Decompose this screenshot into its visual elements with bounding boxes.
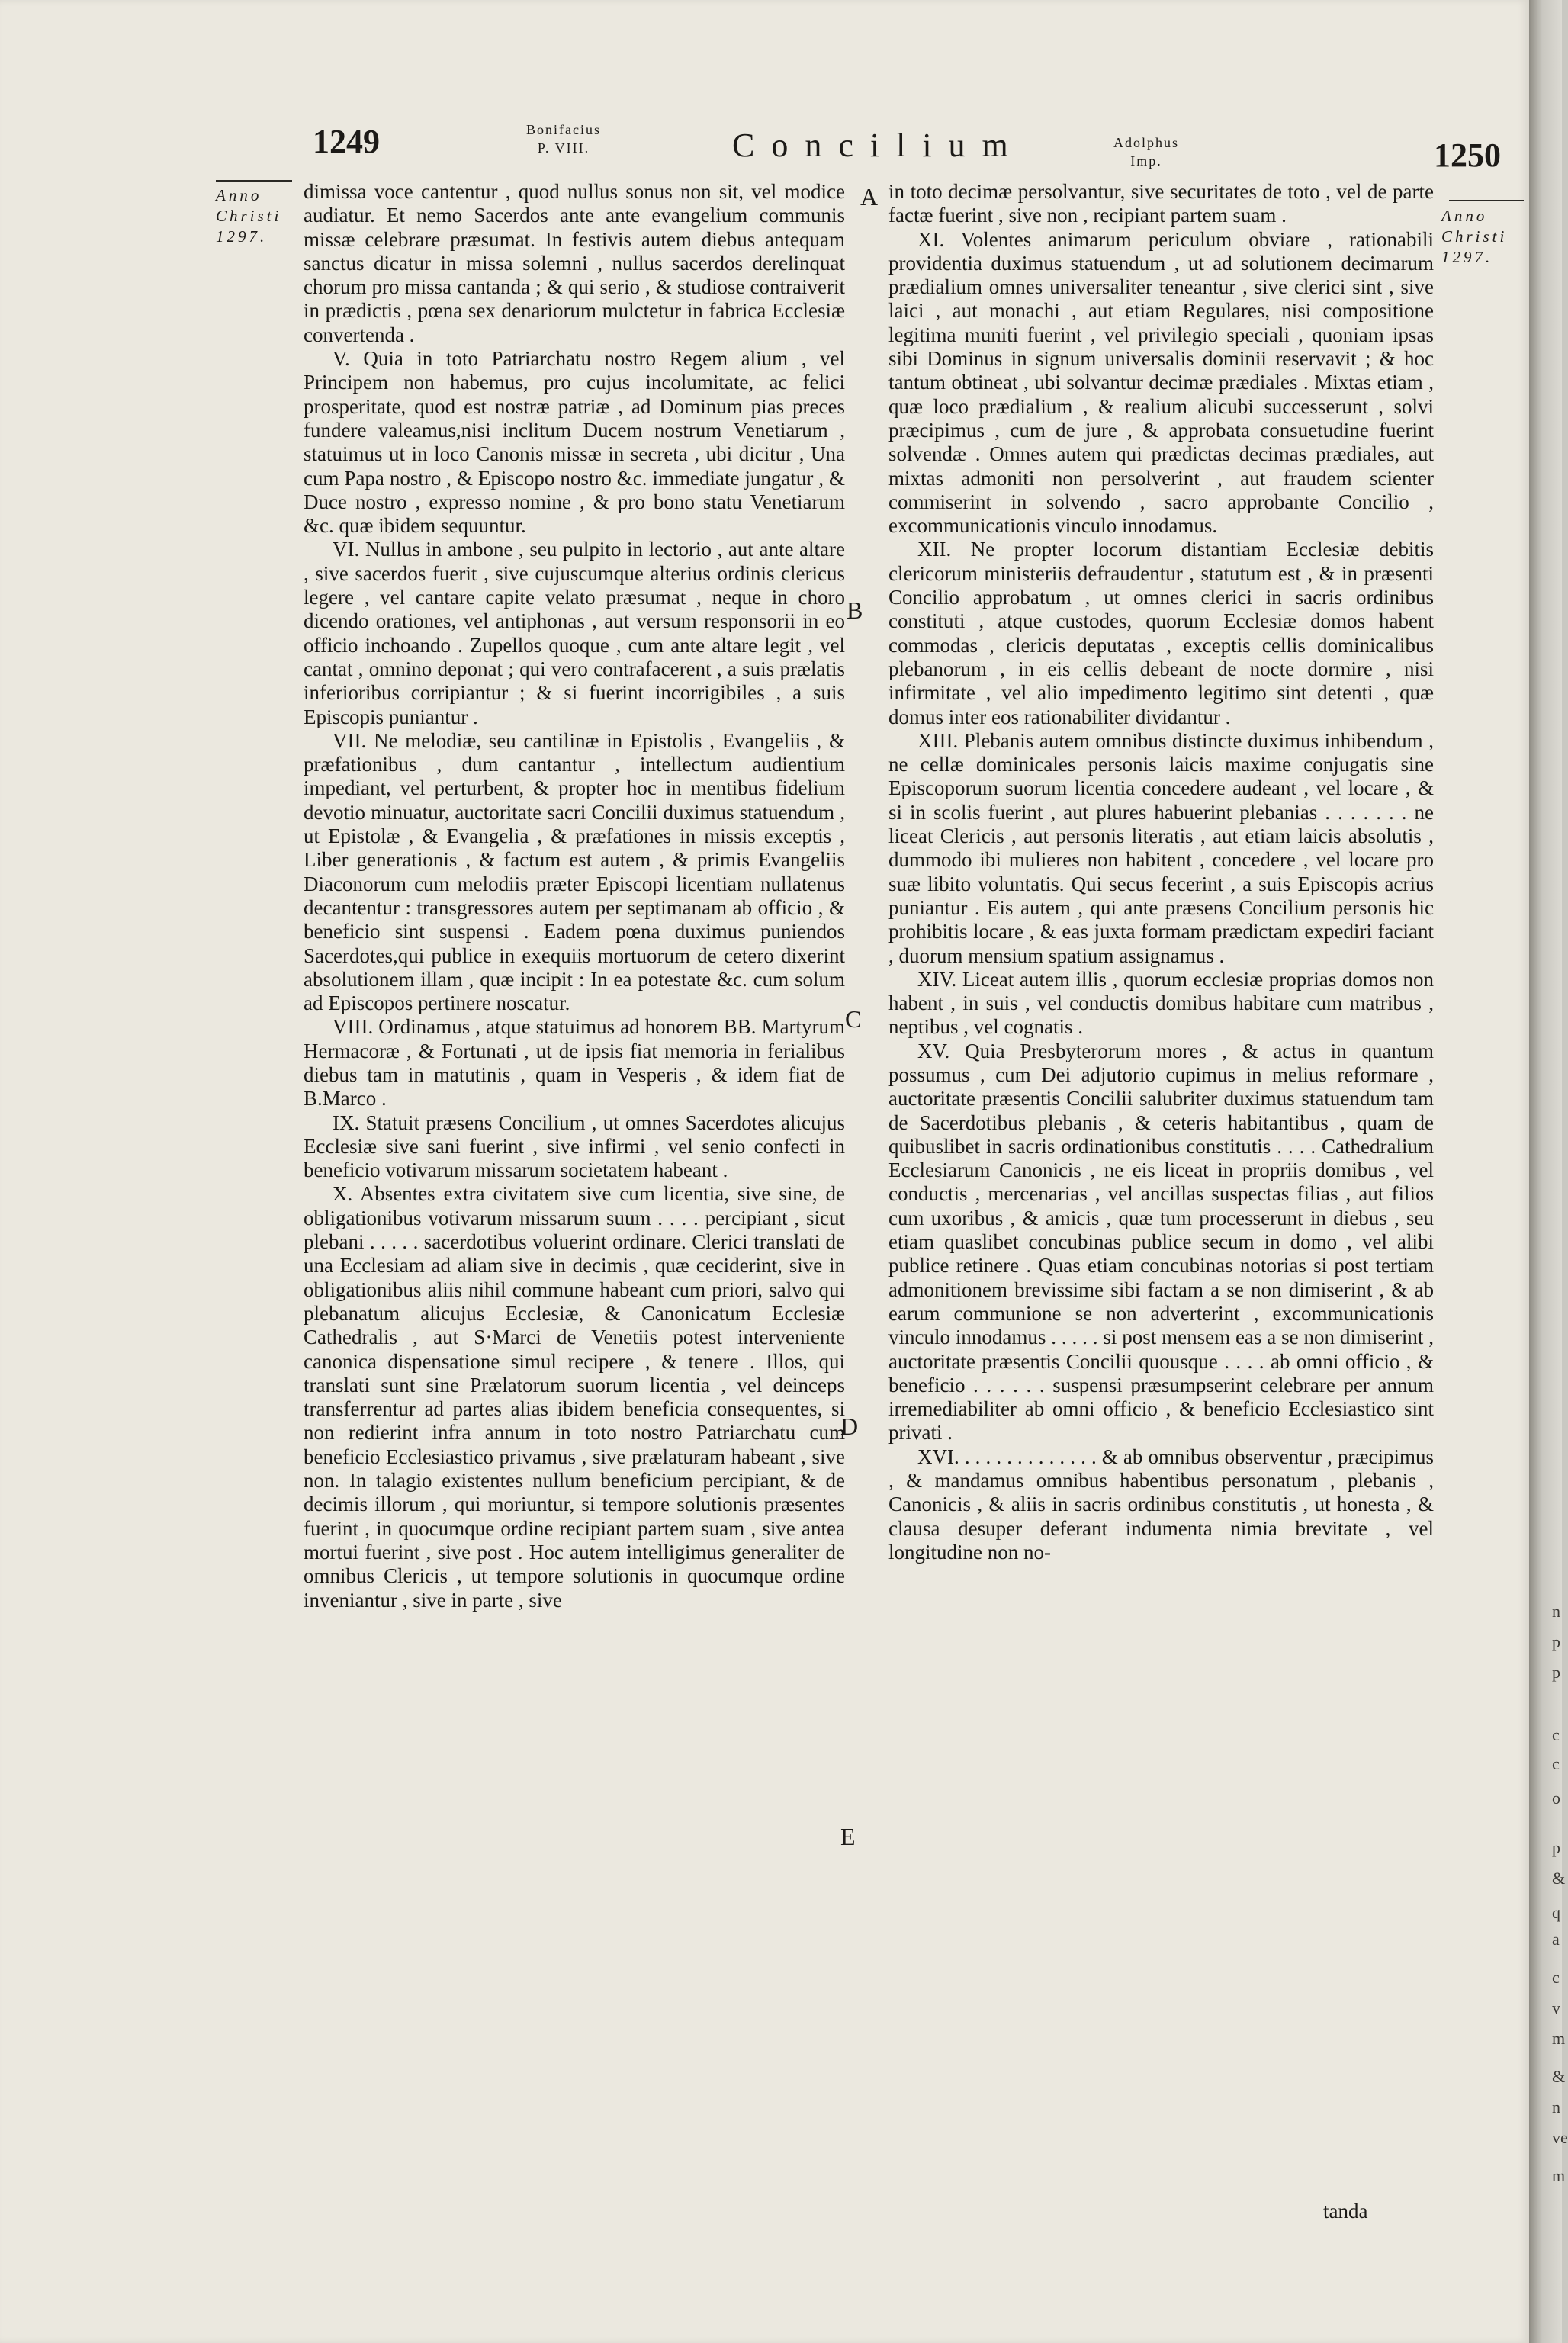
- right-paragraph: XI. Volentes animarum periculum obviare , rationabili providentia duximus statuendum , ut ad solutionem decimarum prædialium omnes universaliter teneantur , sive clerici sint , sive laici , aut monachi , aut etiam Regulares, nisi compositione legitima muniti fuerint , vel privilegio speciali , quoniam ipsas sibi Dominus in signum universalis dominii reservavit ; & hoc tantum obtineat , ubi solvantur decimæ prædiales . Mixtas etiam , quæ loco prædialium , & realium alicubi successerunt , solvi præcipimus , cum de jure , & approbata consuetudine fuerint solvendæ . Omnes autem qui prædictas decimas prædiales, aut mixtas admoniti non persolverint , aut fraudem scienter commiserint in solvendo , sacro approbante Concilio , excommunicationis vinculo innodamus.: [888, 227, 1434, 538]
- bleed-glyph: a: [1552, 1930, 1560, 1949]
- right-paragraph: XV. Quia Presbyterorum mores , & actus in quantum possumus , cum Dei adjutorio cupimus in melius reformare , auctoritate præsentis Concilii salubriter duximus statuendum tam de Sacerdotibus plebanis , & ceteris habitantibus , quam de quibuslibet in sacris ordinationibus constitutis . . . . Cathedralium Ecclesiarum Canonicis , ne eis liceat in propriis domibus , vel conductis , mercenarias , vel ancillas suspectas filias , aut filios cum uxoribus , & amicis , quæ tum processerunt in diebus , seu etiam quaslibet concubinas publice secum in domo , vel alibi publice retinere . Quas etiam concubinas notorias si post tertiam admonitionem brevissime sibi factam a se non dimiserint , & ab earum communione se non adverterint , excommunicationis vinculo innodamus . . . . . si post mensem eas a se non dimiserint , auctoritate præsentis Concilii quousque . . . . ab omni officio , & beneficio . . . . . . suspensi præsumpserint celebrare per annum irremediabiliter ab omni officio , & beneficio Ecclesiastico sint privati .: [888, 1039, 1434, 1445]
- bleed-glyph: &: [1552, 1869, 1566, 1888]
- bleed-glyph: n: [1552, 2097, 1560, 2116]
- bleed-glyph: c: [1552, 1725, 1560, 1744]
- left-column: [304, 180, 845, 1612]
- margin-christi-left: Christi: [216, 207, 282, 225]
- margin-year-right: 1297.: [1441, 248, 1493, 266]
- bleed-glyph: m: [1552, 2029, 1566, 2048]
- margin-year-left: 1297.: [216, 227, 268, 246]
- section-letter-d: D: [840, 1413, 859, 1440]
- bleed-glyph: ve: [1552, 2128, 1568, 2147]
- bleed-glyph: v: [1552, 1998, 1560, 2017]
- bleed-glyph: c: [1552, 1968, 1560, 1987]
- right-paragraph: XVI. . . . . . . . . . . . . . & ab omnibus observentur , præcipimus , & mandamus omnibus habentibus personatum , plebanis , Canonicis , & aliis in sacris ordinibus constitutis , ut honesta , & clausa desuper deferant indumenta nimia brevitate , vel longitudine non no-: [888, 1445, 1434, 1564]
- bleed-glyph: p: [1552, 1838, 1560, 1857]
- bleed-glyph: n: [1552, 1602, 1560, 1621]
- adjacent-page-edge: [1529, 0, 1568, 2343]
- left-paragraph: V. Quia in toto Patriarchatu nostro Regem alium , vel Principem non habemus, pro cujus incolumitate, ac felici prosperitate, quod est nostræ patriæ , ad Dominum pias preces fundere valeamus,nisi inclitum Ducem nostrum Venetiarum , statuimus ut in loco Canonis missæ in secreta , ubi dicitur , Una cum Papa nostro , & Episcopo nostro &c. immediate jungatur , & Duce nostro , expresso nomine , & pro bono statu Venetiarum &c. quæ ibidem sequuntur.: [304, 347, 845, 538]
- bleed-glyph: p: [1552, 1632, 1560, 1651]
- margin-rule-left: [216, 180, 292, 182]
- left-paragraph: IX. Statuit præsens Concilium , ut omnes Sacerdotes alicujus Ecclesiæ sive sani fuerint , sive infirmi , vel senio confecti in beneficio votivarum missarum societatem habeant .: [304, 1110, 845, 1182]
- left-paragraph: dimissa voce cantentur , quod nullus sonus non sit, vel modice audiatur. Et nemo Sacerdos ante ante evangelium communis missæ celebrare præsumat. In festivis autem diebus antequam sanctus dicatur in missa solemni , nullus sacerdos derelinquat chorum pro missa cantanda ; & qui serio , & studiose contraiverit in prædictis , pœna sex denariorum mulctetur in fabrica Ecclesiæ convertenda .: [304, 180, 845, 346]
- left-paragraph: VI. Nullus in ambone , seu pulpito in lectorio , aut ante altare , sive sacerdos fuerit , sive cujuscumque alterius ordinis clericus legere , vel cantare capite velato præsumat , neque in choro dicendo orationes, vel antiphonas , aut versum responsorii in eo officio inchoando . Zupellos quoque , cum ante altare legit , vel cantat , omnino deponat ; qui vero contrafacerent , a suis prælatis inferioribus corripiantur ; & si fuerint incorrigibiles , a suis Episcopis puniantur .: [304, 538, 845, 728]
- catchword: tanda: [1323, 2200, 1368, 2222]
- right-paragraph: XII. Ne propter locorum distantiam Ecclesiæ debitis clericorum ministeriis defraudentur , statutum est , & in præsenti Concilio approbatum , ut omnes clerici in sacris ordinibus constituti , atque custodes, quorum Ecclesiæ domos habent commodas , clericis deputatas , exceptis cellis dominicalibus plebanorum , in eis cellis debeant de nocte dormire , nisi infirmitate , vel alio impedimento legitimo sint detenti , quæ domus inter eos rationabiliter dividantur .: [888, 538, 1434, 728]
- bleed-glyph: q: [1552, 1903, 1560, 1922]
- header-emperor: [1113, 133, 1179, 170]
- margin-note-right: [1441, 206, 1525, 268]
- header-pope-ordinal: P. VIII.: [537, 140, 590, 156]
- margin-christi-right: Christi: [1441, 227, 1508, 246]
- section-letter-c: C: [845, 1005, 862, 1033]
- running-header: [0, 0, 1529, 175]
- margin-anno-left: Anno: [216, 186, 262, 204]
- margin-anno-right: Anno: [1441, 207, 1488, 225]
- left-paragraph: X. Absentes extra civitatem sive cum licentia, sive sine, de obligationibus votivarum missarum suum . . . . percipiant , sicut plebani . . . . . sacerdotibus voluerint ordinare. Clerici translati de una Ecclesiam ad aliam sive in decimis , quæ ceciderint, sive in obligationibus aliis nihil commune habeant cum priori, salvo qui plebanatum alicujus Ecclesiæ, & Canonicatum Ecclesiæ Cathedralis , aut S·Marci de Venetiis potest interveniente canonica dispensatione simul recipere , & tenere . Illos, qui translati sunt sine Prælatorum suorum licentia , vel deinceps transferrentur ad partes alias ibidem beneficia consequentes, si non redierint infra annum in toto nostro Patriarchatu cum beneficio Ecclesiastico privamus , sive prælaturam habeant , sive non. In talagio existentes nullum beneficium percipiant, & de decimis illorum , qui moriuntur, si tempore solutionis præsentes fuerint , in quocumque ordine recipiant partem suam , sive antea mortui fuerint , sive post . Hoc autem intelligimus generaliter de omnibus Clericis , ut tempore solutionis in quocumque ordine inveniantur , sive in parte , sive: [304, 1182, 845, 1612]
- margin-note-left: [216, 185, 300, 247]
- header-emperor-name: Adolphus: [1113, 135, 1180, 150]
- header-title: Concilium: [732, 127, 1025, 164]
- right-column: [888, 180, 1434, 1564]
- bleed-glyph: m: [1552, 2166, 1566, 2185]
- left-paragraph: VIII. Ordinamus , atque statuimus ad honorem BB. Martyrum Hermacoræ , & Fortunati , ut de ipsis fiat memoria in ferialibus diebus tam in matutinis , quam in Vesperis , & idem fiat de B.Marco .: [304, 1015, 845, 1110]
- section-letter-e: E: [840, 1823, 856, 1850]
- margin-rule-right: [1449, 200, 1524, 201]
- page-number-right: 1250: [1434, 137, 1501, 174]
- bleed-glyph: c: [1552, 1754, 1560, 1773]
- section-letter-b: B: [847, 596, 863, 624]
- right-paragraph: XIV. Liceat autem illis , quorum ecclesiæ proprias domos non habent , in suis , vel conductis domibus habitare cum matribus , neptibus , vel cognatis .: [888, 967, 1434, 1039]
- header-pope-name: Bonifacius: [526, 122, 601, 137]
- bleed-glyph: o: [1552, 1789, 1560, 1808]
- header-pope: [526, 121, 601, 157]
- left-paragraph: VII. Ne melodiæ, seu cantilinæ in Epistolis , Evangeliis , & præfationibus , dum cantantur , intellectum audientium impediant, vel perturbent, & propter hoc in mentibus fidelium devotio minuatur, auctoritate sacri Concilii duximus statuendum , ut Epistolæ , & Evangelia , & præfationes in missis exceptis , Liber generationis , & factum est autem , & primis Evangeliis Diaconorum cum melodiis præter Episcopi licentiam nullatenus decantentur : transgressores autem per septimanam ab officio , & beneficio sint suspensi . Eadem pœna duximus puniendos Sacerdotes,qui publice in exequiis mortuorum de cetero dixerint absolutionem illam , quæ incipit : In ea potestate &c. cum solum ad Episcopos pertinere noscatur.: [304, 728, 845, 1015]
- header-emperor-title: Imp.: [1130, 153, 1162, 169]
- page-number-left: 1249: [313, 123, 380, 160]
- section-letter-a: A: [860, 183, 879, 211]
- bleed-glyph: &: [1552, 2067, 1566, 2086]
- bleed-glyph: p: [1552, 1663, 1560, 1682]
- right-paragraph: XIII. Plebanis autem omnibus distincte duximus inhibendum , ne cellæ dominicales personis laicis maxime conjugatis sine Episcoporum suorum licentia concedere audeant , vel locare , & si in scolis fuerint , aut plures habuerint plebanias . . . . . . . ne liceat Clericis , aut personis literatis , aut etiam laicis absolutis , dummodo ibi mulieres non habitent , concedere , vel locare pro suæ libito voluntatis. Qui secus fecerint , a suis Episcopis acrius puniantur . Eis autem , qui ante præsens Concilium personis hic prohibitis locare , & eas juxta formam prædictam expediri faciant , duorum mensium spatium assignamus .: [888, 728, 1434, 967]
- right-paragraph: in toto decimæ persolvantur, sive securitates de toto , vel de parte factæ fuerint , sive non , recipiant partem suam .: [888, 180, 1434, 227]
